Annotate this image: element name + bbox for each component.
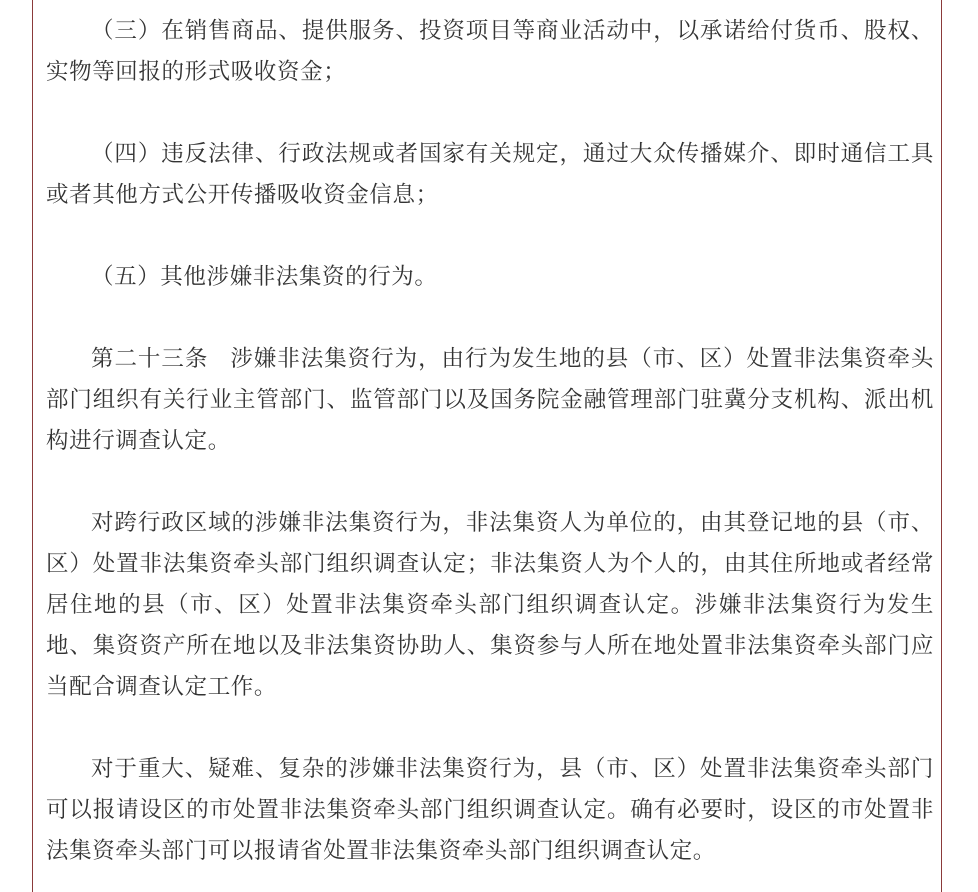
article-23 bbox=[46, 339, 934, 462]
paragraph-item-5 bbox=[46, 257, 934, 298]
paragraph-item-3 bbox=[46, 11, 934, 93]
paragraph-text: （三）在销售商品、提供服务、投资项目等商业活动中，以承诺给付货币、股权、实物等回报的形式吸收资金； bbox=[46, 18, 934, 85]
paragraph-text: （四）违反法律、行政法规或者国家有关规定，通过大众传播媒介、即时通信工具或者其他方式公开传播吸收资金信息； bbox=[46, 141, 934, 208]
paragraph-text: 涉嫌非法集资行为，由行为发生地的县（市、区）处置非法集资牵头部门组织有关行业主管部门、监管部门以及国务院金融管理部门驻冀分支机构、派出机构进行调查认定。 bbox=[46, 346, 934, 454]
paragraph-text: （五）其他涉嫌非法集资的行为。 bbox=[91, 264, 438, 290]
article-23-clause-2 bbox=[46, 503, 934, 708]
article-number: 第二十三条 bbox=[91, 346, 209, 372]
paragraph-text: 对跨行政区域的涉嫌非法集资行为，非法集资人为单位的，由其登记地的县（市、区）处置非法集资牵头部门组织调查认定；非法集资人为个人的，由其住所地或者经常居住地的县（市、区）处置非法集资牵头部门组织调查认定。涉嫌非法集资行为发生地、集资资产所在地以及非法集资协助人、集资参与人所在地处置非法集资牵头部门应当配合调查认定工作。 bbox=[46, 510, 934, 700]
document-body bbox=[46, 11, 934, 872]
paragraph-text: 对于重大、疑难、复杂的涉嫌非法集资行为，县（市、区）处置非法集资牵头部门可以报请设区的市处置非法集资牵头部门组织调查认定。确有必要时，设区的市处置非法集资牵头部门可以报请省处置非法集资牵头部门组织调查认定。 bbox=[46, 756, 934, 864]
article-23-clause-3 bbox=[46, 749, 934, 872]
paragraph-item-4 bbox=[46, 134, 934, 216]
